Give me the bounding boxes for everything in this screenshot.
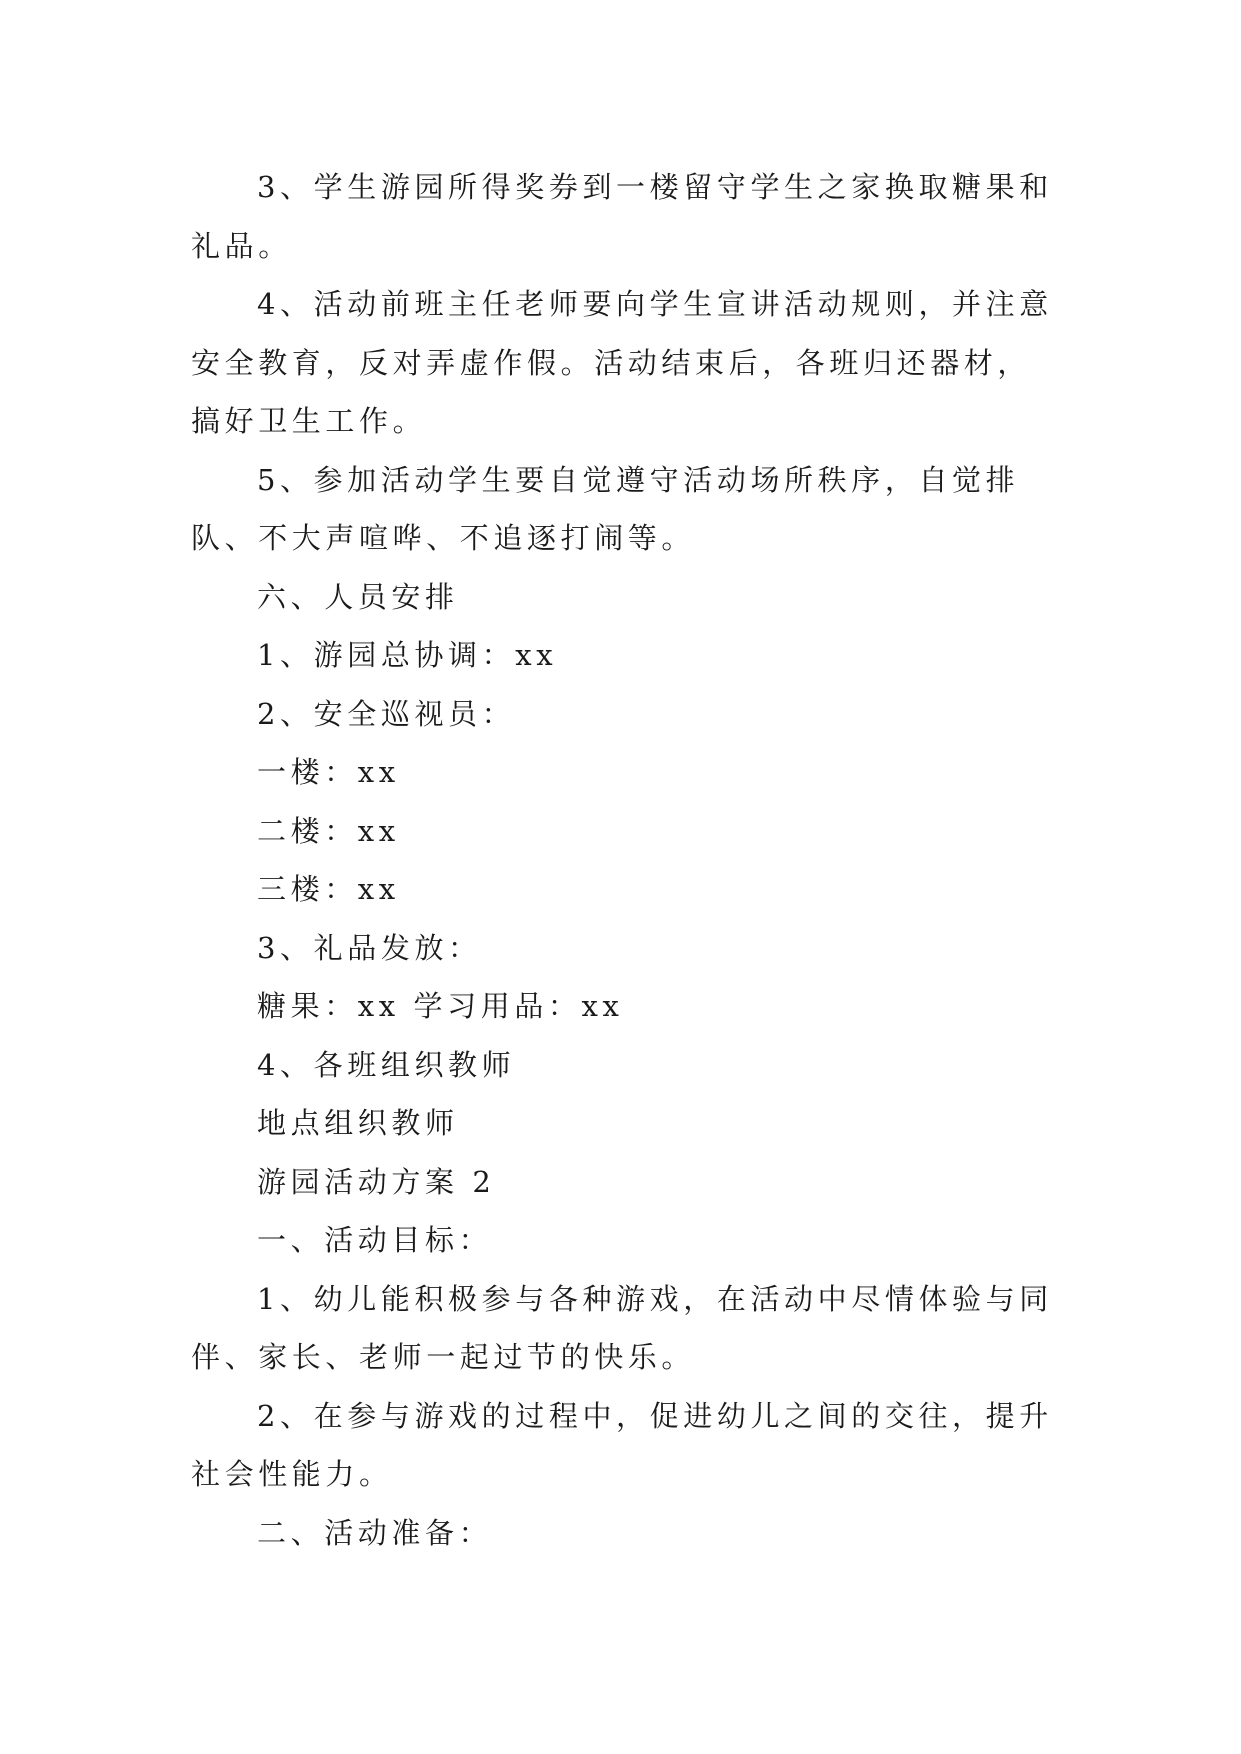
paragraph-floor-3: 三楼：xx [257, 872, 400, 906]
paragraph-location-teachers: 地点组织教师 [257, 1106, 459, 1140]
document-body [191, 158, 1063, 1562]
section-heading-preparation: 二、活动准备： [257, 1515, 493, 1550]
section-title-plan-2: 游园活动方案 2 [257, 1164, 496, 1199]
paragraph-goal-2: 2、在参与游戏的过程中，促进幼儿之间的交往，提升社会性能力。 [191, 1398, 1053, 1491]
paragraph-class-teachers: 4、各班组织教师 [257, 1047, 516, 1082]
paragraph-rule-4: 4、活动前班主任老师要向学生宣讲活动规则，并注意安全教育，反对弄虚作假。活动结束后，各班归还器材，搞好卫生工作。 [191, 287, 1053, 438]
paragraph-safety-patrol: 2、安全巡视员： [257, 696, 516, 731]
paragraph-candy-supplies: 糖果：xx 学习用品：xx [257, 989, 624, 1023]
paragraph-gift-distribution: 3、礼品发放： [257, 930, 482, 965]
paragraph-floor-1: 一楼：xx [257, 755, 400, 789]
paragraph-rule-5: 5、参加活动学生要自觉遵守活动场所秩序，自觉排队、不大声喧哗、不追逐打闹等。 [191, 462, 1020, 555]
paragraph-goal-1: 1、幼儿能积极参与各种游戏，在活动中尽情体验与同伴、家长、老师一起过节的快乐。 [191, 1281, 1053, 1374]
paragraph-rule-3: 3、学生游园所得奖券到一楼留守学生之家换取糖果和礼品。 [191, 170, 1053, 263]
paragraph-coordinator: 1、游园总协调：xx [257, 638, 558, 672]
paragraph-floor-2: 二楼：xx [257, 813, 400, 848]
section-heading-goals: 一、活动目标： [257, 1223, 493, 1257]
section-heading-staffing: 六、人员安排 [257, 579, 459, 614]
